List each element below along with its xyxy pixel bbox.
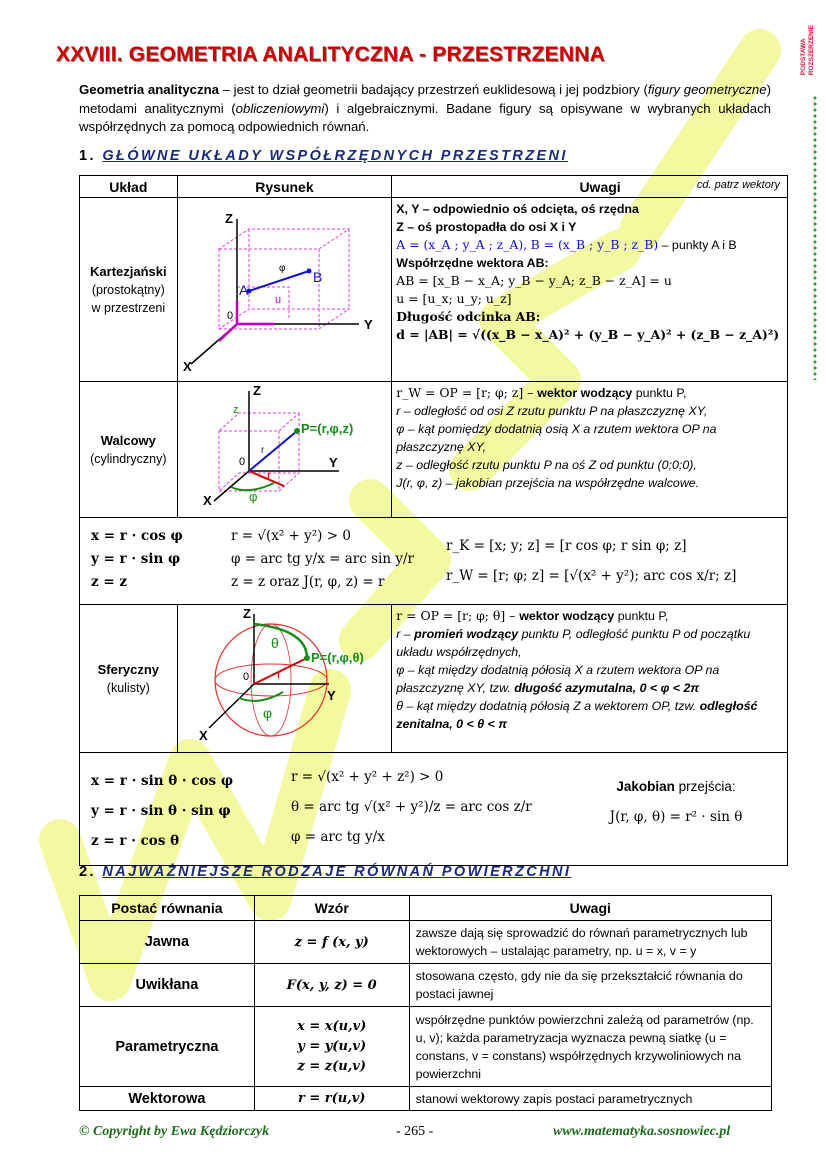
meridian-arc bbox=[254, 624, 307, 658]
col-header: Uwagi bbox=[409, 896, 771, 921]
cylindrical-diagram bbox=[179, 383, 387, 511]
row-note: zawsze dają się sprowadzić do równań parametrycznych lub wektorowych – ustalając parametry, np. u = x, v = y bbox=[409, 921, 771, 964]
section-heading-2 bbox=[79, 864, 571, 880]
page-title: XXVIII. GEOMETRIA ANALITYCZNA - PRZESTRZENNA bbox=[56, 43, 605, 66]
side-tag-line1: PODSTAWA bbox=[800, 38, 807, 76]
label-y: Y bbox=[363, 317, 373, 332]
label-z: Z bbox=[242, 606, 251, 621]
page-number: - 265 - bbox=[396, 1124, 434, 1139]
vector-ab-formula: AB = [x_B − x_A; y_B − y_A; z_B − z_A] = u bbox=[396, 273, 672, 288]
label-x: X bbox=[198, 728, 208, 743]
jacobian-label bbox=[581, 772, 771, 802]
label-r: r bbox=[276, 667, 281, 681]
label-b: B bbox=[312, 269, 322, 285]
point-a-coords: A = (x_A ; y_A ; z_A), bbox=[396, 237, 528, 252]
label-rw: r bbox=[260, 445, 264, 456]
system-sub: (kulisty) bbox=[106, 680, 150, 695]
vector-ux bbox=[219, 324, 237, 341]
point-p bbox=[304, 655, 310, 661]
section-number: 2. bbox=[79, 864, 96, 880]
section-title: NAJWAŻNIEJSZE RODZAJE RÓWNAŃ POWIERZCHNI bbox=[102, 864, 572, 880]
row-formula: F(x, y, z) = 0 bbox=[254, 964, 409, 1007]
spherical-diagram bbox=[179, 606, 387, 746]
jacobian-bold: Jakobian bbox=[616, 779, 675, 794]
note-bold: , 0 < φ < 2π bbox=[632, 681, 700, 695]
sphere-equator bbox=[215, 664, 327, 696]
formula: φ = arc tg y/x = arc sin y/r bbox=[231, 551, 414, 567]
formula: y = r · sin φ bbox=[91, 551, 181, 567]
formula-line: z = z(u,v) bbox=[297, 1058, 366, 1074]
note-bold: odległość zenitalna bbox=[396, 699, 758, 731]
note-bold: wektor wodzący bbox=[537, 386, 633, 400]
note-line: J(r, φ, z) – jakobian przejścia na współrzędne walcowe. bbox=[396, 476, 700, 490]
row-note: stosowana często, gdy nie da się przekształcić równania do postaci jawnej bbox=[409, 964, 771, 1007]
label-z: Z bbox=[224, 211, 233, 226]
label-phi: φ bbox=[278, 263, 286, 274]
row-name: Wektorowa bbox=[80, 1087, 255, 1111]
note-line: z – odległość rzutu punktu P na oś Z od punktu (0;0;0), bbox=[396, 458, 697, 472]
note-text: r – bbox=[396, 627, 415, 641]
header-note: cd. patrz wektory bbox=[696, 178, 780, 191]
label-a: A bbox=[238, 282, 248, 298]
note-line bbox=[396, 661, 783, 697]
label-origin: 0 bbox=[242, 671, 249, 683]
system-name: Walcowy bbox=[100, 432, 156, 448]
footer-url[interactable]: www.matematyka.sosnowiec.pl bbox=[553, 1124, 731, 1139]
note-math: r = OP = [r; φ; θ] – bbox=[396, 608, 520, 623]
cylindrical-formulas bbox=[80, 518, 788, 605]
formula: z = z oraz J(r, φ, z) = r bbox=[231, 574, 385, 590]
formula-line: x = x(u,v) bbox=[297, 1018, 367, 1034]
label-x: X bbox=[202, 493, 212, 508]
row-name: Uwikłana bbox=[80, 964, 255, 1007]
jacobian-formula: J(r, φ, θ) = r² · sin θ bbox=[609, 809, 743, 825]
spherical-formulas bbox=[80, 753, 788, 866]
note-bold: , 0 < θ < π bbox=[449, 717, 508, 731]
side-dots bbox=[812, 95, 818, 380]
vector-rw bbox=[249, 431, 297, 471]
label-origin: 0 bbox=[226, 310, 233, 322]
note-line: Długość odcinka AB: bbox=[396, 309, 541, 324]
intro-text: ) metodami analitycznymi ( bbox=[79, 82, 771, 116]
intro-italic: obliczeniowymi bbox=[235, 100, 325, 116]
note-line: Współrzędne wektora AB: bbox=[396, 256, 549, 270]
label-y: Y bbox=[326, 688, 336, 703]
row-formula bbox=[254, 1007, 409, 1087]
formula: r = √(x² + y²) > 0 bbox=[231, 528, 351, 544]
note-line bbox=[396, 625, 783, 661]
vector-u-formula: u = [u_x; u_y; u_z] bbox=[396, 291, 512, 306]
spherical-figure bbox=[177, 605, 392, 753]
note-line bbox=[396, 697, 783, 733]
row-note: współrzędne punktów powierzchni zależą od parametrów (np. u, v); każda parametryzacja wyznacza pewną siatkę (u = constans, v = constans) współrzędnych krzywoliniowych na powierzchni bbox=[409, 1007, 771, 1087]
side-tag bbox=[800, 25, 822, 75]
label-z-coord: z bbox=[232, 404, 239, 416]
label-z: Z bbox=[252, 383, 261, 398]
angle-phi bbox=[239, 692, 283, 701]
cartesian-figure bbox=[177, 198, 392, 382]
label-x: X bbox=[182, 359, 192, 374]
section-number: 1. bbox=[79, 148, 96, 164]
point-b-coords: B = (x_B ; y_B ; z_B) bbox=[530, 237, 659, 252]
system-cartesian bbox=[80, 198, 178, 382]
formula: r = √(x² + y² + z²) > 0 bbox=[291, 769, 444, 785]
vector-ab bbox=[249, 271, 309, 291]
system-sub: (prostokątny) bbox=[91, 282, 165, 297]
label-phi: φ bbox=[262, 705, 272, 721]
note-bold: długość azymutalna bbox=[514, 681, 633, 695]
system-cylindrical bbox=[80, 382, 178, 518]
formula: z = z bbox=[91, 574, 128, 590]
row-note: stanowi wektorowy zapis postaci parametrycznych bbox=[409, 1087, 771, 1111]
system-spherical bbox=[80, 605, 178, 753]
col-header: Układ bbox=[80, 176, 178, 198]
formula: x = r · sin θ · cos φ bbox=[91, 773, 234, 789]
formula: y = r · sin θ · sin φ bbox=[91, 803, 231, 819]
cylindrical-figure bbox=[177, 382, 392, 518]
formula: φ = arc tg y/x bbox=[291, 829, 385, 845]
intro-italic: figury geometryczne bbox=[647, 82, 767, 97]
note-text: φ – kąt między dodatnią półosią X a rzutem wektora OP na płaszczyznę XY, tzw. bbox=[396, 663, 720, 695]
system-name: Kartezjański bbox=[90, 263, 167, 279]
label-y: Y bbox=[328, 455, 338, 470]
intro-paragraph bbox=[79, 81, 771, 137]
note-text: punktu P, bbox=[614, 609, 669, 623]
label-theta: θ bbox=[270, 635, 279, 651]
cylindrical-notes bbox=[392, 382, 788, 518]
section-title: GŁÓWNE UKŁADY WSPÓŁRZĘDNYCH PRZESTRZENI bbox=[102, 148, 568, 164]
surface-equations-table bbox=[79, 895, 772, 1111]
label-p: P=(r,φ,z) bbox=[300, 421, 353, 436]
col-header: Rysunek bbox=[177, 176, 392, 198]
note-text: punktu P, bbox=[632, 386, 687, 400]
row-name: Jawna bbox=[80, 921, 255, 964]
formula-line: y = y(u,v) bbox=[297, 1038, 367, 1054]
label-r: r bbox=[266, 468, 271, 482]
label-u: u bbox=[274, 294, 281, 306]
points-note: – punkty A i B bbox=[658, 238, 737, 252]
note-line bbox=[396, 384, 783, 402]
side-tag-line2: ROZSZERZENIE bbox=[808, 25, 815, 76]
section-heading-1 bbox=[79, 148, 568, 164]
col-header-label: Uwagi bbox=[579, 178, 621, 195]
intro-text: ) i algebraicznymi. Badane figury są opisywane w wybranych układach współrzędnych za pomocą odpowiednich równań. bbox=[79, 100, 771, 134]
intro-text: – jest to dział geometrii badający przestrzeń euklidesową i jej podzbiory ( bbox=[219, 82, 648, 97]
formula: z = r · cos θ bbox=[91, 833, 180, 849]
note-bold: promień wodzący bbox=[414, 627, 519, 641]
note-line: r – odległość od osi Z rzutu punktu P na płaszczyznę XY, bbox=[396, 404, 708, 418]
row-name: Parametryczna bbox=[80, 1007, 255, 1087]
col-header: Postać równania bbox=[80, 896, 255, 921]
label-p: P=(r,φ,θ) bbox=[310, 650, 364, 665]
length-formula: d = |AB| = √((x_B − x_A)² + (y_B − y_A)² + (z_B − z_A)²) bbox=[396, 327, 780, 342]
formula: r_W = [r; φ; z] = [√(x² + y²); arc cos x/r; z] bbox=[446, 568, 737, 584]
cartesian-diagram bbox=[179, 199, 387, 375]
system-name: Sferyczny bbox=[97, 661, 160, 677]
spherical-notes bbox=[392, 605, 788, 753]
system-sub: (cylindryczny) bbox=[90, 451, 167, 466]
note-line: Z – oś prostopadła do osi X i Y bbox=[396, 220, 577, 234]
col-header: Wzór bbox=[254, 896, 409, 921]
note-math: r_W = OP = [r; φ; z] – bbox=[396, 385, 538, 400]
note-text: punktu P, odległość punktu P od początku układu współrzędnych, bbox=[396, 627, 751, 659]
note-line: φ – kąt pomiędzy dodatnią osią X a rzutem wektora OP na płaszczyznę XY, bbox=[396, 422, 717, 454]
intro-bold: Geometria analityczna bbox=[79, 82, 219, 97]
note-line bbox=[396, 607, 783, 625]
formula: r_K = [x; y; z] = [r cos φ; r sin φ; z] bbox=[446, 538, 687, 554]
formula: x = r · cos φ bbox=[91, 528, 183, 544]
note-line bbox=[396, 236, 783, 254]
coordinate-systems-table bbox=[79, 175, 788, 866]
row-formula: z = f (x, y) bbox=[254, 921, 409, 964]
note-bold: wektor wodzący bbox=[519, 609, 615, 623]
cartesian-notes bbox=[392, 198, 788, 382]
note-text: θ – kąt między dodatnią półosią Z a wektorem OP, tzw. bbox=[396, 699, 700, 713]
label-phi: φ bbox=[248, 489, 258, 504]
footer-copyright: © Copyright by Ewa Kędziorczyk bbox=[79, 1124, 270, 1139]
row-formula: r = r(u,v) bbox=[254, 1087, 409, 1111]
jacobian-rest: przejścia: bbox=[674, 779, 736, 794]
label-origin: 0 bbox=[238, 456, 245, 468]
point-b bbox=[306, 269, 311, 274]
note-line: X, Y – odpowiednio oś odcięta, oś rzędna bbox=[396, 202, 639, 216]
system-sub: w przestrzeni bbox=[91, 300, 166, 315]
formula: θ = arc tg √(x² + y²)/z = arc cos z/r bbox=[291, 799, 532, 815]
point-p bbox=[294, 428, 300, 434]
col-header bbox=[392, 176, 788, 198]
